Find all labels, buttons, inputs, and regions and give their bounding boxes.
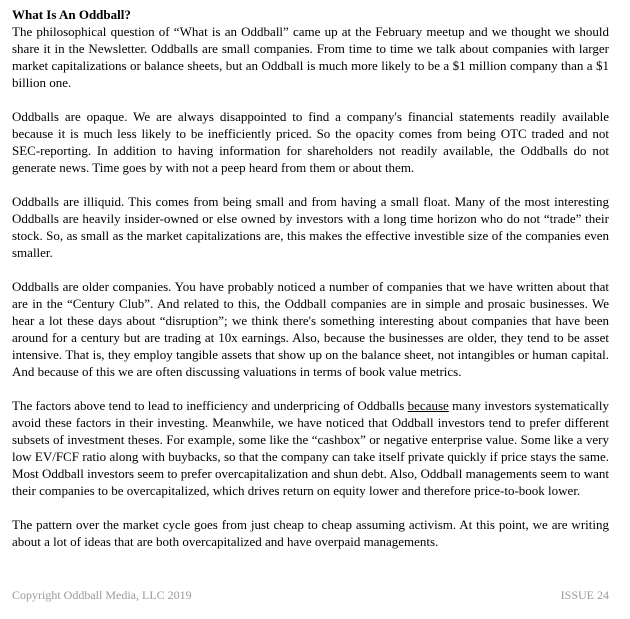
footer-copyright: Copyright Oddball Media, LLC 2019 — [12, 588, 192, 602]
paragraph-intro: The philosophical question of “What is an Oddball” came up at the February meetup and we thought we should share it in the Newsletter. Oddballs are small companies. From time to time we talk about companies with larger market capitalizations or balance sheets, but an Oddball is much more likely to be a $1 million company than a $1 billion one. — [12, 24, 609, 90]
article-title: What Is An Oddball? — [12, 7, 131, 22]
article — [12, 6, 609, 567]
paragraph-opaque: Oddballs are opaque. We are always disappointed to find a company's financial statements readily available because it is much less likely to be inefficiently priced. So the opacity comes from being OTC traded and not SEC-reporting. In addition to having information for shareholders not readily available, the Oddballs do not generate news. Time goes by with not a peep heard from them or about them. — [12, 109, 609, 175]
paragraph-factors — [12, 397, 609, 499]
paragraph-market-cycle: The pattern over the market cycle goes from just cheap to cheap assuming activism. At this point, we are writing about a lot of ideas that are both overcapitalized and have overpaid managements. — [12, 517, 609, 549]
paragraph-factors-start: The factors above tend to lead to inefficiency and underpricing of Oddballs — [12, 398, 408, 413]
paragraph-factors-end: many investors systematically avoid these factors in their investing. Meanwhile, we have noticed that Oddball investors tend to prefer different subsets of investment theses. For example, some like the “cashbox” or negative enterprise value. Some like a very low EV/FCF ratio along with buybacks, so that the company can take itself private quickly if price stays the same. Most Oddball investors seem to prefer overcapitalization and shun debt. Also, Oddball managements seem to want their companies to be overcapitalized, which drives return on equity lower and therefore price-to-book lower. — [12, 398, 609, 498]
paragraph-illiquid: Oddballs are illiquid. This comes from being small and from having a small float. Many of the most interesting Oddballs are heavily insider-owned or else owned by investors with a long time horizon who do not “trade” their stock. So, as small as the market capitalizations are, this makes the effective investible size of the companies even smaller. — [12, 194, 609, 260]
underlined-word-because: because — [407, 398, 449, 413]
paragraph-older-companies: Oddballs are older companies. You have probably noticed a number of companies that we have written about that are in the “Century Club”. And related to this, the Oddball companies are in simple and prosaic businesses. We hear a lot these days about “disruption”; we think there's something interesting about companies that have been around for a century but are trading at 10x earnings. Also, because the businesses are older, they tend to be asset intensive. That is, they employ tangible assets that show up on the balance sheet, not intangibles or human capital. And because of this we are often discussing valuations in terms of book value metrics. — [12, 279, 609, 379]
footer-issue-number: ISSUE 24 — [560, 588, 609, 602]
